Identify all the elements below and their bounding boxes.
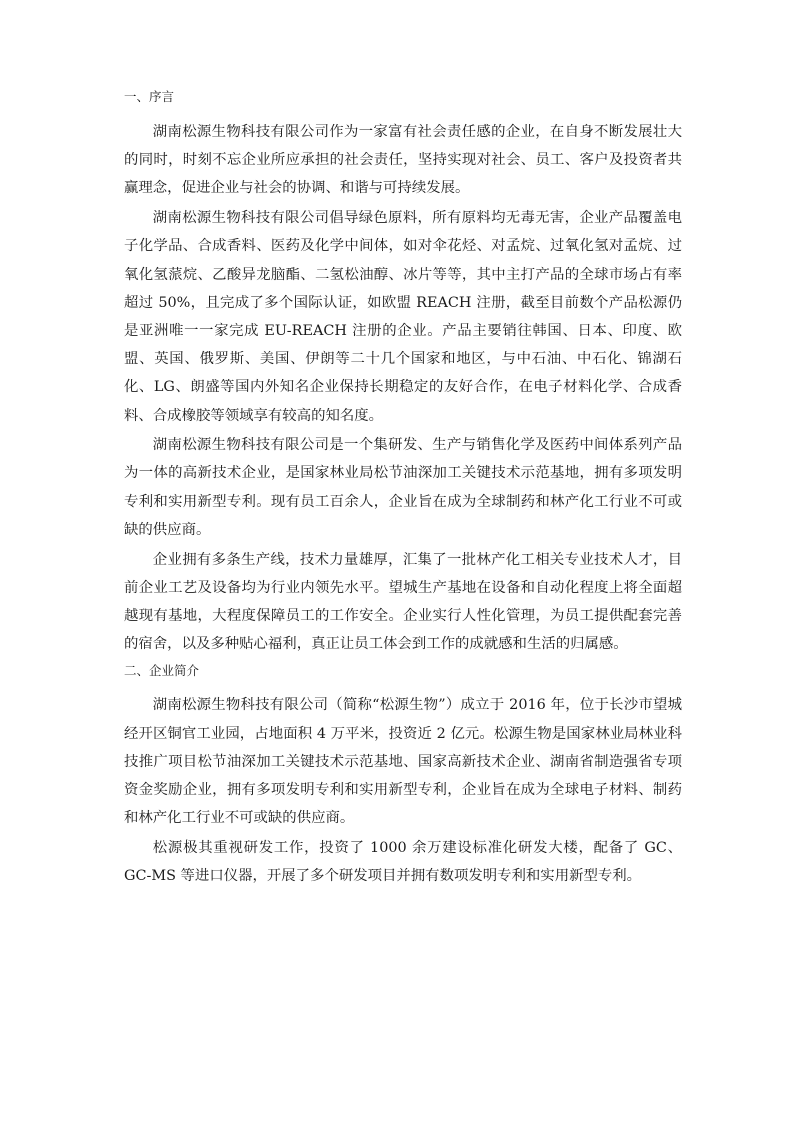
- paragraph-social-responsibility: 湖南松源生物科技有限公司作为一家富有社会责任感的企业，在自身不断发展壮大的同时，时刻不忘企业所应承担的社会责任，坚持实现对社会、员工、客户及投资者共赢理念，促进企业与社会的协调、和谐与可持续发展。: [124, 124, 682, 197]
- paragraph-company-founding: 湖南松源生物科技有限公司（简称“松源生物”）成立于 2016 年，位于长沙市望城经开区铜官工业园，占地面积 4 万平米，投资近 2 亿元。松源生物是国家林业局林业科技推广项目松节油深加工关键技术示范基地、国家高新技术企业、湖南省制造强省专项资金奖励企业，拥有多项发明专利和实用新型专利，企业旨在成为全球电子材料、制药和林产化工行业不可或缺的供应商。: [124, 697, 682, 827]
- paragraph-green-materials: 湖南松源生物科技有限公司倡导绿色原料，所有原料均无毒无害，企业产品覆盖电子化学品、合成香料、医药及化学中间体，如对伞花烃、对孟烷、过氧化氢对孟烷、过氧化氢蒎烷、乙酸异龙脑酯、二氢松油醇、冰片等等，其中主打产品的全球市场占有率超过 50%，且完成了多个国际认证，如欧盟 REACH 注册，截至目前数个产品松源仍是亚洲唯一一家完成 EU-REACH 注册的企业。产品主要销往韩国、日本、印度、欧盟、英国、俄罗斯、美国、伊朗等二十几个国家和地区，与中石油、中石化、锦湖石化、LG、朗盛等国内外知名企业保持长期稳定的友好合作，在电子材料化学、合成香料、合成橡胶等领域享有较高的知名度。: [124, 210, 682, 424]
- section-heading-company-profile: 二、企业简介: [124, 663, 200, 679]
- document-body: [124, 88, 682, 892]
- paragraph-high-tech-enterprise: 湖南松源生物科技有限公司是一个集研发、生产与销售化学及医药中间体系列产品为一体的高新技术企业，是国家林业局松节油深加工关键技术示范基地，拥有多项发明专利和实用新型专利。现有员工百余人，企业旨在成为全球制药和林产化工行业不可或缺的供应商。: [124, 437, 682, 538]
- paragraph-production-lines: 企业拥有多条生产线，技术力量雄厚，汇集了一批林产化工相关专业技术人才，目前企业工艺及设备均为行业内领先水平。望城生产基地在设备和自动化程度上将全面超越现有基地，大程度保障员工的工作安全。企业实行人性化管理，为员工提供配套完善的宿舍，以及多种贴心福利，真正让员工体会到工作的成就感和生活的归属感。: [124, 551, 682, 653]
- paragraph-research-development: 松源极其重视研发工作，投资了 1000 余万建设标准化研发大楼，配备了 GC、GC-MS 等进口仪器，开展了多个研发项目并拥有数项发明专利和实用新型专利。: [124, 839, 682, 885]
- section-heading-preface: 一、序言: [124, 89, 175, 104]
